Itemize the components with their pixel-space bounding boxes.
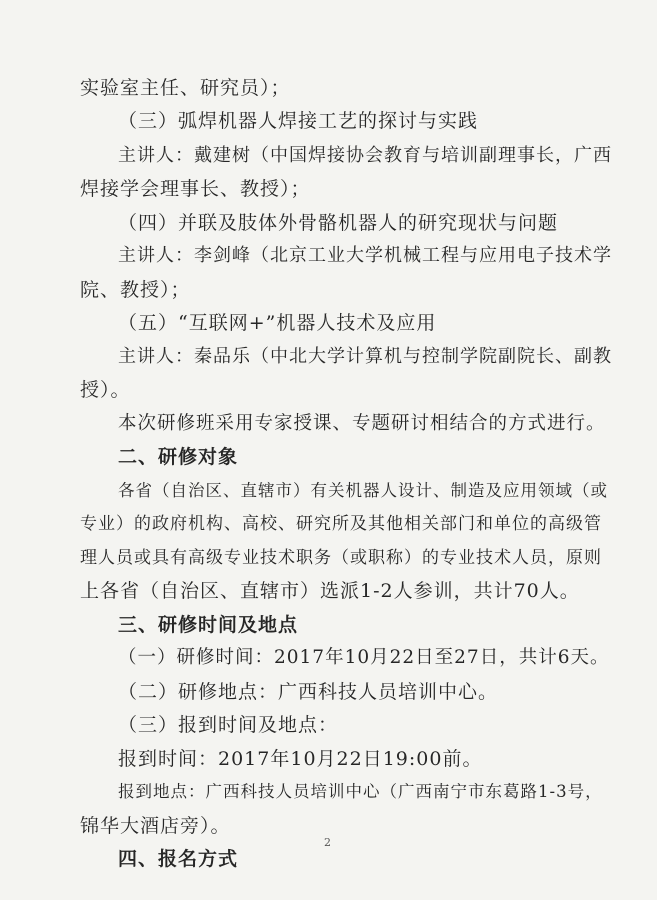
text-line: 授）。 <box>80 379 131 401</box>
text-line: （三）报到时间及地点： <box>118 714 339 736</box>
text-line: 报到地点：广西科技人员培训中心（广西南宁市东葛路1-3号， <box>118 782 603 801</box>
text-line: 上各省（自治区、直辖市）选派1-2人参训，共计70人。 <box>80 580 580 602</box>
text-line: （四）并联及肢体外骨骼机器人的研究现状与问题 <box>118 212 559 234</box>
text-line: 实验室主任、研究员）； <box>80 77 291 99</box>
text-line: 主讲人：李剑峰（北京工业大学机械工程与应用电子技术学 <box>118 245 612 266</box>
text-line: 各省（自治区、直辖市）有关机器人设计、制造及应用领域（或 <box>118 481 608 500</box>
text-line: 主讲人：秦品乐（中北大学计算机与控制学院副院长、副教 <box>118 346 612 367</box>
text-line: 焊接学会理事长、教授）； <box>80 178 311 200</box>
text-line: （二）研修地点：广西科技人员培训中心。 <box>118 681 499 703</box>
text-line: （三）弧焊机器人焊接工艺的探讨与实践 <box>118 110 479 132</box>
text-line: 锦华大酒店旁）。 <box>80 815 231 837</box>
text-line: 理人员或具有高级专业技术职务（或职称）的专业技术人员，原则 <box>80 548 602 568</box>
text-line: 报到时间：2017年10月22日19:00前。 <box>118 748 483 770</box>
text-line: 专业）的政府机构、高校、研究所及其他相关部门和单位的高级管 <box>80 514 602 534</box>
text-line: （一）研修时间：2017年10月22日至27日，共计6天。 <box>118 647 610 668</box>
text-line: 院、教授）； <box>80 279 191 301</box>
section-heading: 四、报名方式 <box>118 848 239 870</box>
text-line: （五）“互联网+”机器人技术及应用 <box>118 312 437 334</box>
text-line: 主讲人：戴建树（中国焊接协会教育与培训副理事长，广西 <box>118 145 612 166</box>
page-number: 2 <box>324 836 331 849</box>
section-heading: 三、研修时间及地点 <box>118 614 299 636</box>
text-line: 本次研修班采用专家授课、专题研讨相结合的方式进行。 <box>118 413 606 434</box>
section-heading: 二、研修对象 <box>118 446 239 468</box>
